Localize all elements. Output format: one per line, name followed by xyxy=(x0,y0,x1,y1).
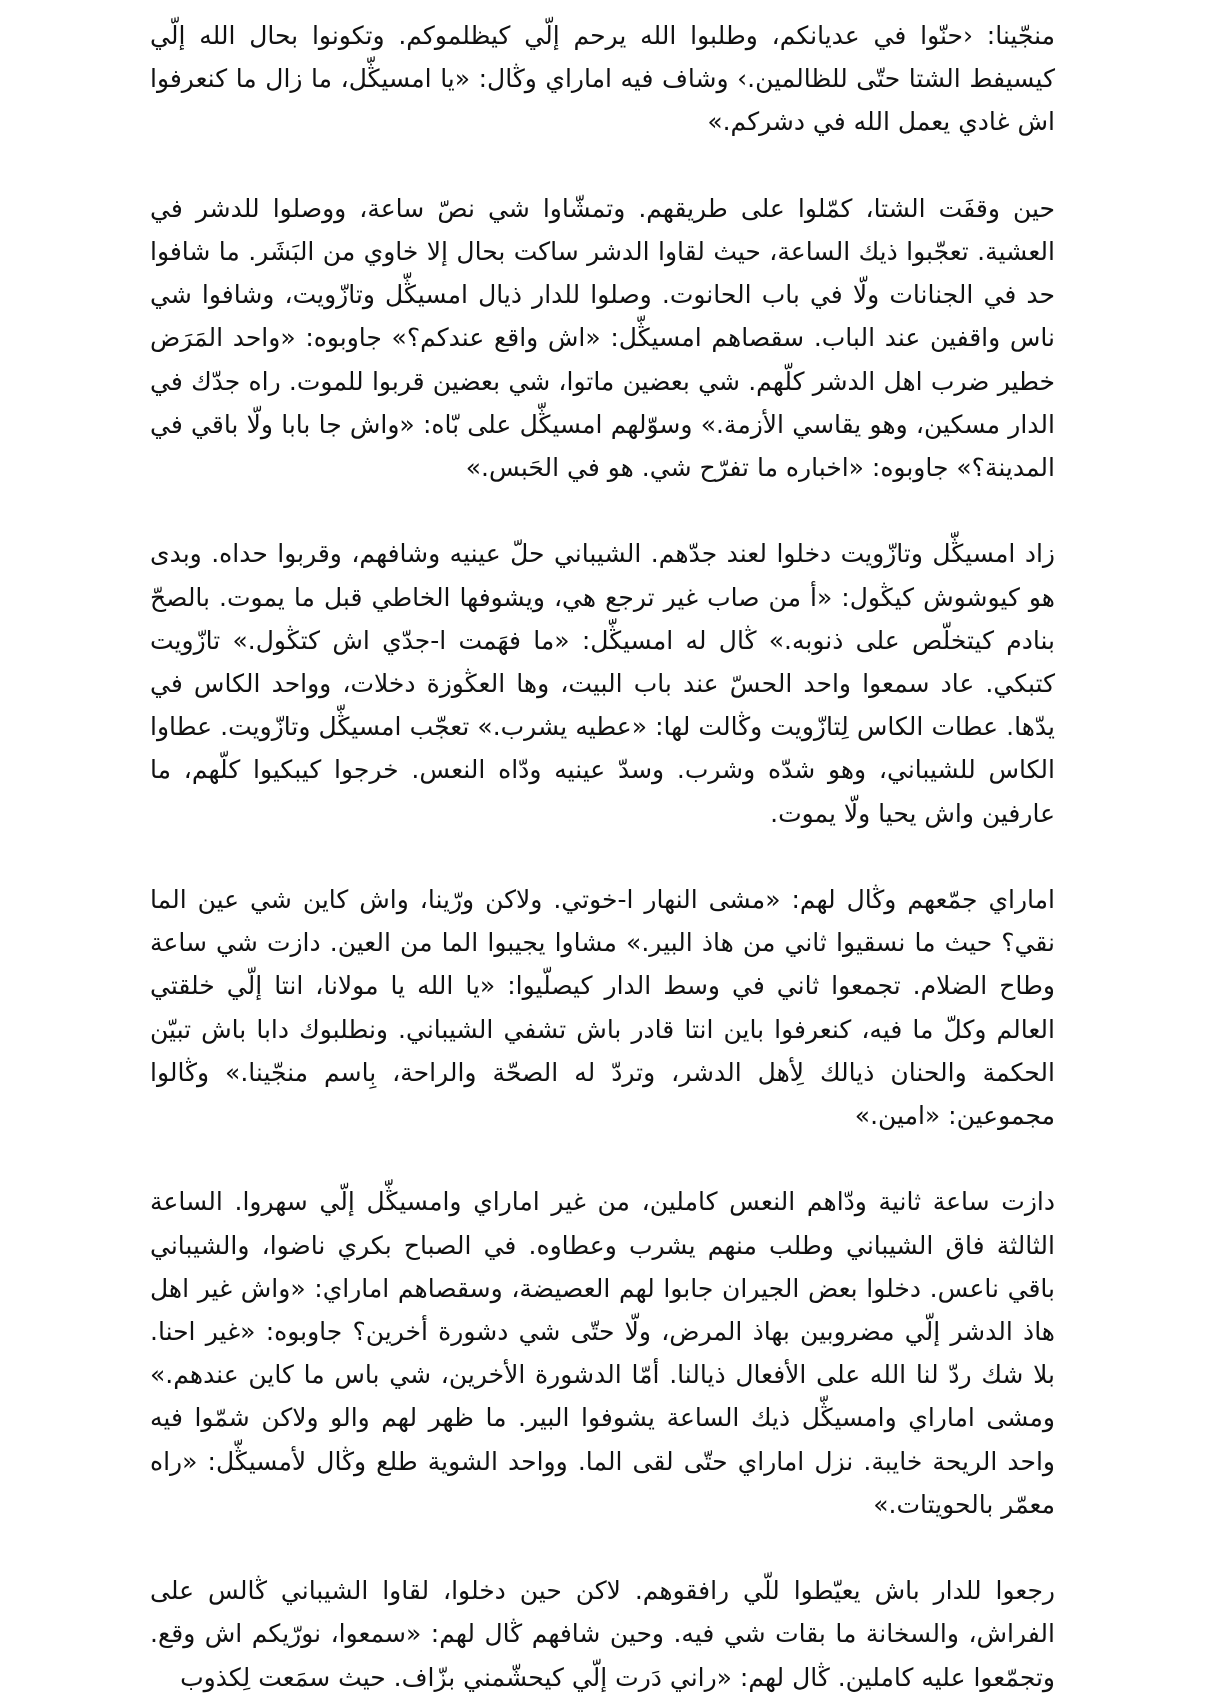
paragraph-4: اماراي جمّعهم وڭال لهم: «مشى النهار ا-خوتي. ولاكن ورّينا، واش كاين شي عين الما نقي؟ حيث ما نسقيوا ثاني من هاذ البير.» مشاوا يجيبوا الما من العين. دازت شي ساعة وطاح الضلام. تجمعوا ثاني في وسط الدار كيصلّيوا: «يا الله يا مولانا، انتا إلّي خلقتي العالم وكلّ ما فيه، كنعرفوا باين انتا قادر باش تشفي الشيباني. ونطلبوك دابا باش تبيّن الحكمة والحنان ذيالك لِأهل الدشر، وتردّ له الصحّة والراحة، بِاسم منجّينا.» وڭالوا مجموعين: «امين.» xyxy=(150,885,1055,1131)
paragraph-1: منجّينا: ‹حنّوا في عديانكم، وطلبوا الله يرحم إلّي كيظلموكم. وتكونوا بحال الله إلّي كيسيفط الشتا حتّى للظالمين.› وشاف فيه اماراي وڭال: «يا امسيڭّل، ما زال ما كنعرفوا اش غادي يعمل الله في دشركم.» xyxy=(150,21,1055,137)
document-page xyxy=(150,14,1055,1699)
paragraph-3: زاد امسيڭّل وتازّويت دخلوا لعند جدّهم. الشيباني حلّ عينيه وشافهم، وقربوا حداه. وبدى هو كيوشوش كيڭول: «أ من صاب غير ترجع هي، ويشوفها الخاطي قبل ما يموت. بالصحّ بنادم كيتخلّص على ذنوبه.» ڭال له امسيڭّل: «ما فهَمت ا-جدّي اش كتڭول.» تازّويت كتبكي. عاد سمعوا واحد الحسّ عند باب البيت، وها العڭوزة دخلات، وواحد الكاس في يدّها. عطات الكاس لِتازّويت وڭالت لها: «عطيه يشرب.» تعجّب امسيڭّل وتازّويت. عطاوا الكاس للشيباني، وهو شدّه وشرب. وسدّ عينيه ودّاه النعس. خرجوا كيبكيوا كلّهم، ما عارفين واش يحيا ولّا يموت. xyxy=(150,539,1055,828)
paragraph-6: رجعوا للدار باش يعيّطوا للّي رافقوهم. لاكن حين دخلوا، لقاوا الشيباني ڭالس على الفراش، والسخانة ما بقات شي فيه. وحين شافهم ڭال لهم: «سمعوا، نورّيكم اش وقع. وتجمّعوا عليه كاملين. ڭال لهم: «راني دَرت إلّي كيحشّمني بزّاف. حيث سمَعت لِكذوب xyxy=(150,1576,1055,1692)
paragraph-2: حين وقفَت الشتا، كمّلوا على طريقهم. وتمشّاوا شي نصّ ساعة، ووصلوا للدشر في العشية. تعجّبوا ذيك الساعة، حيث لقاوا الدشر ساكت بحال إلا خاوي من البَشَر. ما شافوا حد في الجنانات ولّا في باب الحانوت. وصلوا للدار ذيال امسيڭّل وتازّويت، وشافوا شي ناس واقفين عند الباب. سقصاهم امسيڭّل: «اش واقع عندكم؟» جاوبوه: «واحد المَرَض خطير ضرب اهل الدشر كلّهم. شي بعضين ماتوا، شي بعضين قربوا للموت. راه جدّك في الدار مسكين، وهو يقاسي الأزمة.» وسوّلهم امسيڭّل على بّاه: «واش جا بابا ولّا باقي في المدينة؟» جاوبوه: «اخباره ما تفرّح شي. هو في الحَبس.» xyxy=(150,193,1055,483)
paragraph-5: دازت ساعة ثانية ودّاهم النعس كاملين، من غير اماراي وامسيڭّل إلّي سهروا. الساعة الثالثة فاق الشيباني وطلب منهم يشرب وعطاوه. في الصباح بكري ناضوا، والشيباني باقي ناعس. دخلوا بعض الجيران جابوا لهم العصيضة، وسقصاهم اماراي: «واش غير اهل هاذ الدشر إلّي مضروبين بهاذ المرض، ولّا حتّى شي دشورة أخرين؟ جاوبوه: «غير احنا. بلا شك ردّ لنا الله على الأفعال ذيالنا. أمّا الدشورة الأخرين، شي باس ما كاين عندهم.» ومشى اماراي وامسيڭّل ذيك الساعة يشوفوا البير. ما ظهر لهم والو ولاكن شمّوا فيه واحد الريحة خايبة. نزل اماراي حتّى لقى الما. وواحد الشوية طلع وڭال لأمسيڭّل: «راه معمّر بالحويتات.» xyxy=(150,1187,1055,1519)
